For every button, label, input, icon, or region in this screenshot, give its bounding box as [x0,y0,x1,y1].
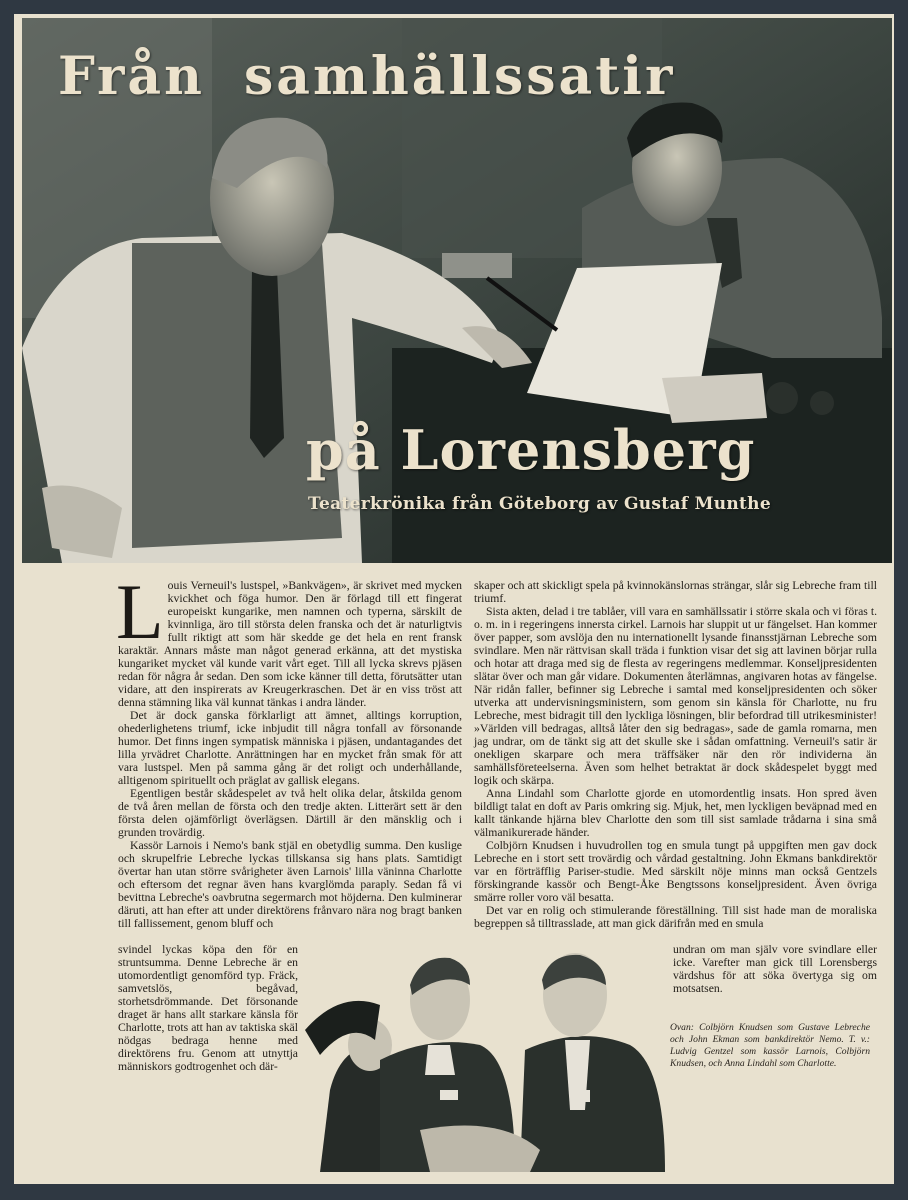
paragraph: Sista akten, delad i tre tablåer, vill vara en samhällssatir i större skala och vi föras t. o. m. in i regeringens innersta cirkel. Larnois har sluppit ut ur fängelset. Han kommer över papper, som avslöja den nu internationellt lysande finansstjärnan Lebreche som svindlare. Men när rättvisan skall träda i funktion visar det sig att lavinen börjar rulla och hotar att draga med sig de flesta av regeringens medlemmar. Konseljpresidenten slätar över och man går vidare. Dokumenten återlämnas, angivaren hotas av fängelse. När ridån faller, befinner sig Lebreche i samtal med konseljpresidenten och söker utverka att undervisningsministern, som genom sin känsla för Charlotte, nu fru Lebreche, mest bidragit till den lyckliga lösningen, blir befordrad till utrikesminister! »Världen vill bedragas, alltså låter den sig bedragas», sade de gamla romarna, men jag undrar, om de tänkt sig att det skulle ske i sådan omfattning. Verneuil's satir är onekligen skarpare och mera träffsäker när den rör individerna än samhällsföreteelserna. Även som helhet betraktat är dock skådespelet byggt med logik och skärpa. [474,605,877,787]
paragraph-text: ouis Verneuil's lustspel, »Bankvägen», är skrivet med mycken kvickhet och föga humor. Den är förlagd till ett fingerat europeiskt kungarike, men namnen och typerna, särskilt de kvinnliga, äro till största delen franska och det är naturligtvis fullt riktigt att som här skedde ge det hela en rent fransk karaktär. Annars måste man något generad erkänna, att det mystiska kungariket mycket väl kunde varit vårt eget. Till all lycka skrevs pjäsen redan för några år sedan. Den som icke känner till detta, förutsätter utan vidare, att den inspirerats av Kreugerkraschen. Det är en viss tröst att denna stämning lika väl kunnat tänkas i andra länder. [118,579,462,709]
paragraph: undran om man själv vore svindlare eller icke. Varefter man gick till Lorensbergs värdshus för att söka övertyga sig om motsatsen. [673,943,877,995]
photo-caption: Ovan: Colbjörn Knudsen som Gustave Lebreche och John Ekman som bankdirektör Nemo. T. v.: Ludvig Gentzel som kassör Larnois, Colbjörn Knudsen, och Anna Lindahl som Charlotte. [670,1022,870,1069]
headline-line1: Från samhällssatir [58,46,676,107]
paragraph: Kassör Larnois i Nemo's bank stjäl en obetydlig summa. Den kuslige och skrupelfrie Lebreche lyckas tillskansa sig hans plats. Samtidigt övertar han utan större svårigheter även Larnois' lilla väninna Charlotte och eftersom det regnar även hans kvarglömda paraply. Sedan få vi bevittna Lebreche's oavbrutna segermarch mot höjderna. Den kulminerar däruti, att han efter att under direktörens frånvaro nära nog bragt banken till fallissement, genom bluff och [118,839,462,930]
article-column-1 [116,568,462,930]
article-column-2-continued [673,943,877,995]
paragraph [116,568,462,709]
cast-photo-figures [300,950,670,1172]
paragraph: Det är dock ganska förklarligt att ämnet, alltings korruption, ohederlighetens triumf, icke inbjudit till några tonfall av försonande humor. Det finns ingen sympatisk människa i pjäsen, undantagandes det lilla yrvädret Charlotte. Anrättningen har en mycket från smak för att vara lustspel. Men på samma gång är det roligt och underhållande, alltigenom spirituellt och präglat av gallisk elegans. [118,709,462,787]
header-photo [22,18,892,563]
paragraph: skaper och att skickligt spela på kvinnokänslornas strängar, slår sig Lebreche fram till triumf. [474,579,877,605]
paragraph: Det var en rolig och stimulerande föreställning. Till sist hade man de moraliska begreppen så tilltrasslade, att man gick därifrån med en smula [474,904,877,930]
article-column-2 [474,579,877,930]
byline: Teaterkrönika från Göteborg av Gustaf Munthe [308,494,771,514]
paragraph: Anna Lindahl som Charlotte gjorde en utomordentlig insats. Hon spred även bildligt talat en doft av Paris omkring sig. Mjuk, het, men lyckligen beväpnad med en kallt tänkande hjärna blev Charlotte den som till sist samlade trådarna i sina små välmanikurerade händer. [474,787,877,839]
paragraph: svindel lyckas köpa den för en struntsumma. Denne Lebreche är en utomordentligt genomförd typ. Fräck, samvetslös, begåvad, storhetsdrömmande. Det försonande draget är hans allt starkare känsla för Charlotte, trots att han av taktiska skäl nödgas bedraga henne med direktörens fru. Genom att utnyttja människors godtrogenhet och där- [118,943,298,1073]
drop-cap: L [116,568,164,655]
paragraph: Colbjörn Knudsen i huvudrollen tog en smula tungt på uppgiften men gav dock Lebreche en i stort sett trovärdig och vårdad gestaltning. John Ekmans bankdirektör var en förträfflig Pariser-studie. Med särskilt nöje minns man också Gentzels förskingrande kassör och Bengt-Åke Bengtssons konseljpresident. Även övriga smärre roller voro väl besatta. [474,839,877,904]
cast-photo [300,950,670,1172]
paragraph: Egentligen består skådespelet av två helt olika delar, åtskilda genom de två åren mellan de första och den tredje akten. Litterärt sett är den första delen ojämförligt överlägsen. Därtill är den mänsklig och i grunden trovärdig. [118,787,462,839]
article-column-1-continued [118,943,298,1073]
headline-line2: på Lorensberg [306,418,756,482]
